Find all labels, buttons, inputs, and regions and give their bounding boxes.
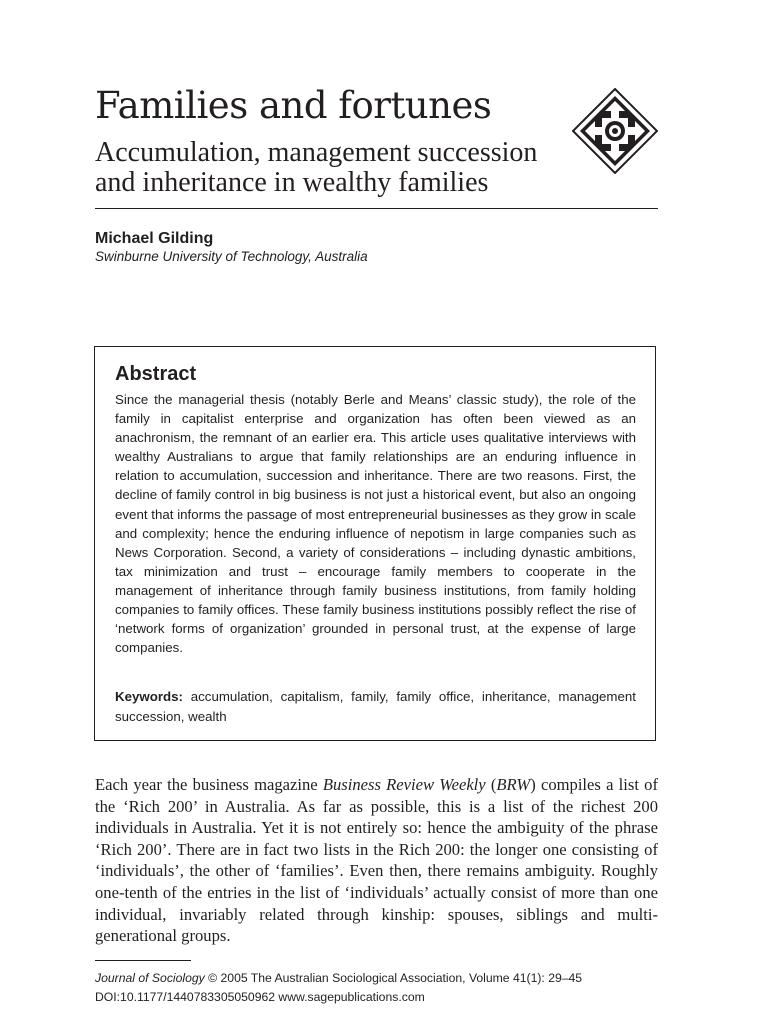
author-affiliation: Swinburne University of Technology, Australia	[95, 249, 368, 264]
keywords-list: accumulation, capitalism, family, family office, inheritance, management succession, wealth	[115, 689, 636, 724]
citation-details: © 2005 The Australian Sociological Association, Volume 41(1): 29–45	[204, 971, 583, 985]
footer-divider	[95, 960, 191, 961]
body-paragraph	[95, 774, 658, 947]
article-title: Families and fortunes	[95, 84, 492, 127]
article-subtitle	[95, 138, 537, 198]
body-text-segment: (	[485, 775, 497, 794]
abstract-text: Since the managerial thesis (notably Berle and Means’ classic study), the role of the family in capitalist enterprise and organization has often been viewed as an anachronism, the remnant of an earlier era. This article uses qualitative interviews with wealthy Australians to argue that family relationships are an enduring influence in relation to accumulation, succession and inheritance. There are two reasons. First, the decline of family control in big business is not just a historical event, but also an ongoing event that informs the passage of most entrepreneurial businesses as they grow in scale and complexity; hence the enduring influence of nepotism in large companies such as News Corporation. Second, a variety of considerations – including dynastic ambitions, tax minimization and trust – encourage family members to cooperate in the management of inheritance through family business institutions, from family holding companies to family offices. These family business institutions possibly reflect the rise of ‘network forms of organization’ grounded in personal trust, at the expense of large companies.	[115, 392, 636, 656]
magazine-title: Business Review Weekly	[322, 775, 486, 794]
journal-name: Journal of Sociology	[95, 971, 205, 985]
author-name: Michael Gilding	[95, 230, 214, 247]
keywords	[115, 687, 636, 726]
body-text-segment: Each year the business magazine	[95, 775, 323, 794]
keywords-label: Keywords:	[115, 689, 183, 704]
header-divider	[95, 208, 658, 209]
magazine-abbreviation: BRW	[496, 775, 531, 794]
footer	[95, 969, 675, 1007]
footer-doi: DOI:10.1177/1440783305050962 www.sagepublications.com	[95, 990, 425, 1004]
abstract-heading: Abstract	[115, 363, 197, 385]
subtitle-line-1: Accumulation, management succession	[95, 137, 538, 168]
abstract-box	[94, 346, 656, 741]
body-text-segment: ) compiles a list of the ‘Rich 200’ in Australia. As far as possible, this is a list of the richest 200 individuals in Australia. Yet it is not entirely so: hence the ambiguity of the phrase ‘Rich 200’. There are in fact two lists in the Rich 200: the longer one consisting of ‘individuals’, the other of ‘families’. Even then, there remains ambiguity. Roughly one-tenth of the entries in the list of ‘individuals’ actually consist of more than one individual, invariably related through kinship: spouses, siblings and multi-generational groups.	[95, 775, 658, 946]
subtitle-line-2: and inheritance in wealthy families	[95, 167, 489, 198]
footer-citation	[95, 969, 675, 988]
journal-logo-icon	[572, 88, 658, 174]
